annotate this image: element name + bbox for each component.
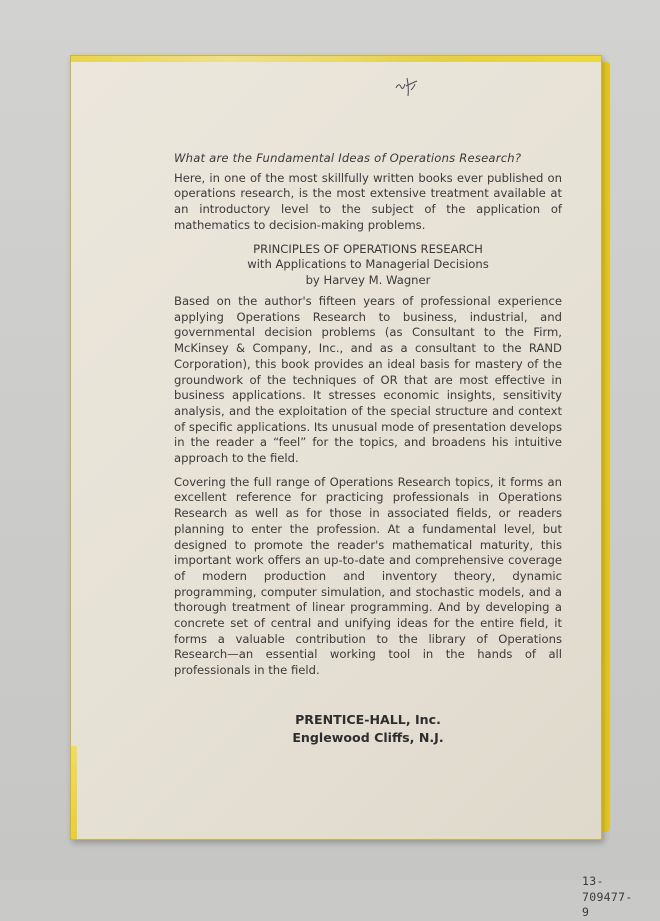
- jacket-edge-strip: [71, 746, 77, 839]
- intro-paragraph: Here, in one of the most skillfully written books ever published on operations research, is the most extensive treatment available at an introductory level to the subject of the application of mathematics to decision-making problems.: [174, 170, 562, 232]
- book-author: by Harvey M. Wagner: [305, 272, 431, 287]
- book-subtitle: with Applications to Managerial Decisions: [247, 257, 489, 272]
- handwritten-mark: [393, 74, 425, 100]
- publisher-name: PRENTICE-HALL, Inc.: [295, 712, 441, 727]
- description-paragraph-1: Based on the author's fifteen years of professional experience applying Operations Research to business, industrial, and governmental decision problems (as Consultant to the Firm, McKinsey & Company, Inc., and as a consultant to the RAND Corporation), this book provides an ideal basis for mastery of the groundwork of the techniques of OR that are most effective in business applications. It stresses economic insights, sensitivity analysis, and the exploitation of the special structure and context of specific applications. Its unusual mode of presentation develops in the reader a “feel” for the topics, and broadens his intuitive approach to the field.: [174, 294, 562, 466]
- isbn-number: 13-709477-9: [582, 874, 633, 920]
- book-title-block: [174, 242, 562, 289]
- book-title: PRINCIPLES OF OPERATIONS RESEARCH: [253, 241, 483, 256]
- publisher-location: Englewood Cliffs, N.J.: [292, 730, 444, 745]
- dust-jacket-back-cover: [70, 55, 633, 920]
- headline-question: What are the Fundamental Ideas of Operations Research?: [174, 151, 522, 165]
- publisher-block: [174, 711, 562, 747]
- description-paragraph-2: Covering the full range of Operations Research topics, it forms an excellent reference for practicing professionals in Operations Research as well as for those in associated fields, or readers planning to enter the profession. At a fundamental level, but designed to promote the reader's mathematical maturity, this important work offers an up-to-date and comprehensive coverage of modern production and inventory theory, dynamic programming, computer simulation, and stochastic models, and a thorough treatment of linear programming. And by developing a concrete set of central and unifying ideas for the entire field, it forms a valuable contribution to the library of Operations Research—an essential working tool in the hands of all professionals in the field.: [174, 474, 562, 678]
- jacket-text-column: [174, 151, 633, 920]
